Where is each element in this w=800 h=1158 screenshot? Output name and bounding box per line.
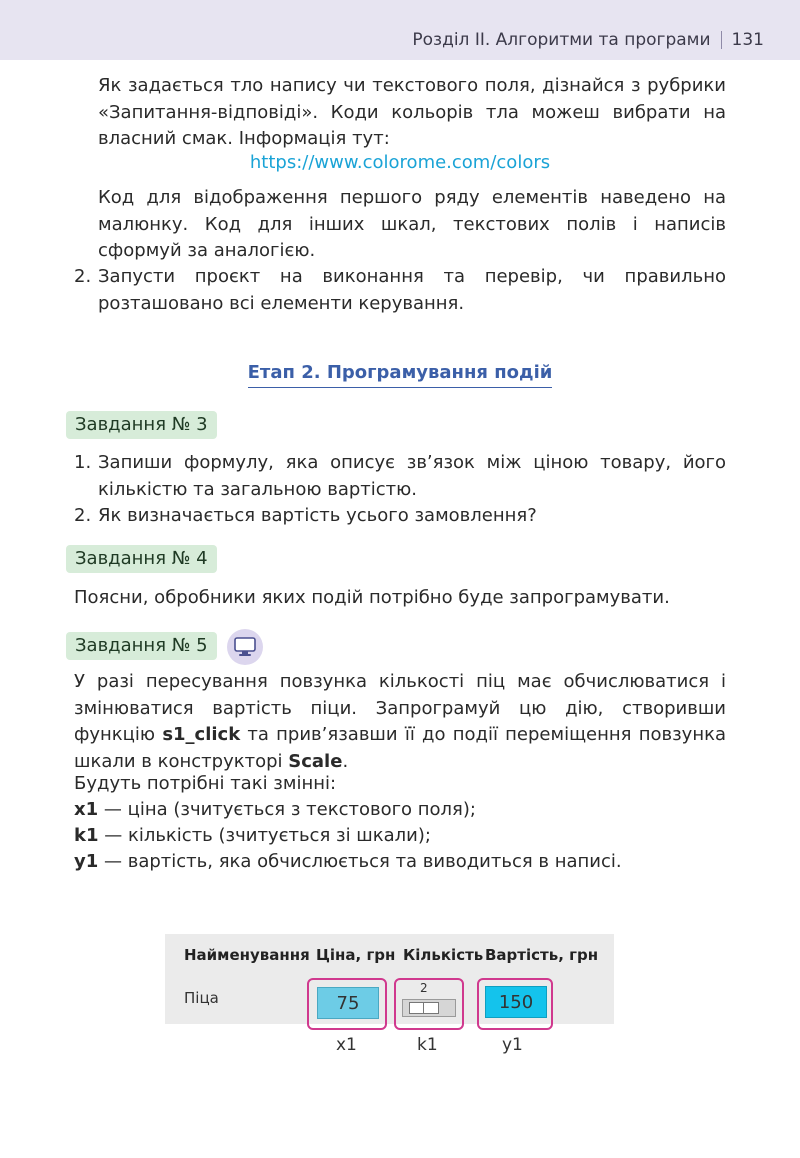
column-header-cost: Вартість, грн (485, 946, 599, 964)
price-input[interactable]: 75 (317, 987, 379, 1019)
task-3-badge: Завдання № 3 (66, 411, 217, 439)
header-divider (721, 31, 722, 49)
variable-desc: — кількість (зчитується зі шкали); (98, 825, 431, 846)
var-label-y1: y1 (502, 1035, 523, 1055)
function-name: s1_click (162, 724, 241, 745)
slider-grip (423, 1003, 424, 1013)
row-label-pizza: Піца (184, 989, 219, 1007)
column-header-quantity: Кількість (403, 946, 484, 964)
colors-link[interactable]: https://www.colorome.com/colors (249, 152, 551, 173)
var-label-k1: k1 (417, 1035, 438, 1055)
task-4-badge: Завдання № 4 (66, 545, 217, 573)
intro-paragraph-2: Код для відображення першого ряду елементів наведено на малюнку. Код для інших шкал, текстових полів і написів сформуй за аналогією. (98, 187, 726, 261)
intro-paragraph-1: Як задається тло напису чи текстового поля, дізнайся з рубрики «Запитання-відповіді». Коди кольорів тла можеш вибрати на власний смак. Інформація тут: (98, 75, 726, 149)
paragraph-text: У разі пересування повзунка кількості піц має обчислюватися і змінюватися вартість піци. Запрограмуй цю дію, створивши функцію (74, 671, 726, 745)
section-title: Розділ ІІ. Алгоритми та програми (412, 30, 711, 50)
column-header-price: Ціна, грн (316, 946, 396, 964)
variable-name: x1 (74, 799, 99, 820)
stage-title: Етап 2. Програмування подій (248, 362, 553, 388)
list-number: 2. (74, 505, 92, 526)
variable-name: y1 (74, 851, 99, 872)
variable-item (74, 797, 726, 824)
list-item-text: Як визначається вартість усього замовлення? (98, 505, 537, 526)
running-head (412, 30, 764, 50)
variable-desc: — вартість, яка обчислюється та виводиться в написі. (98, 851, 622, 872)
task-5-badge: Завдання № 5 (66, 632, 217, 660)
vars-intro: Будуть потрібні такі змінні: (74, 773, 337, 794)
column-header-name: Найменування (184, 946, 310, 964)
stage-heading (0, 362, 800, 383)
variable-item (74, 849, 726, 876)
page-header (0, 0, 800, 60)
var-label-x1: x1 (336, 1035, 357, 1055)
cost-label: 150 (485, 986, 547, 1018)
monitor-icon (227, 629, 263, 665)
task-5-paragraph (74, 669, 726, 775)
scale-value-label: 2 (420, 981, 428, 995)
page-number: 131 (731, 30, 764, 50)
variable-name: k1 (74, 825, 99, 846)
constructor-name: Scale (288, 750, 343, 772)
list-item-text: Запусти проєкт на виконання та перевір, чи правильно розташовано всі елементи керування. (98, 266, 726, 314)
list-item-text: Запиши формулу, яка описує зв’язок між ціною товару, його кількістю та загальною вартістю. (98, 452, 726, 500)
quantity-scale[interactable] (402, 999, 456, 1017)
list-number: 2. (74, 266, 92, 287)
scale-slider-handle[interactable] (409, 1002, 439, 1014)
list-number: 1. (74, 452, 92, 473)
variable-item (74, 823, 726, 850)
task-4-text: Поясни, обробники яких подій потрібно буде запрограмувати. (74, 587, 670, 608)
paragraph-text: . (342, 750, 349, 772)
paragraph-text: та прив’язавши її до події переміщення повзунка шкали в конструкторі (74, 724, 726, 772)
variable-desc: — ціна (зчитується з текстового поля); (98, 799, 476, 820)
